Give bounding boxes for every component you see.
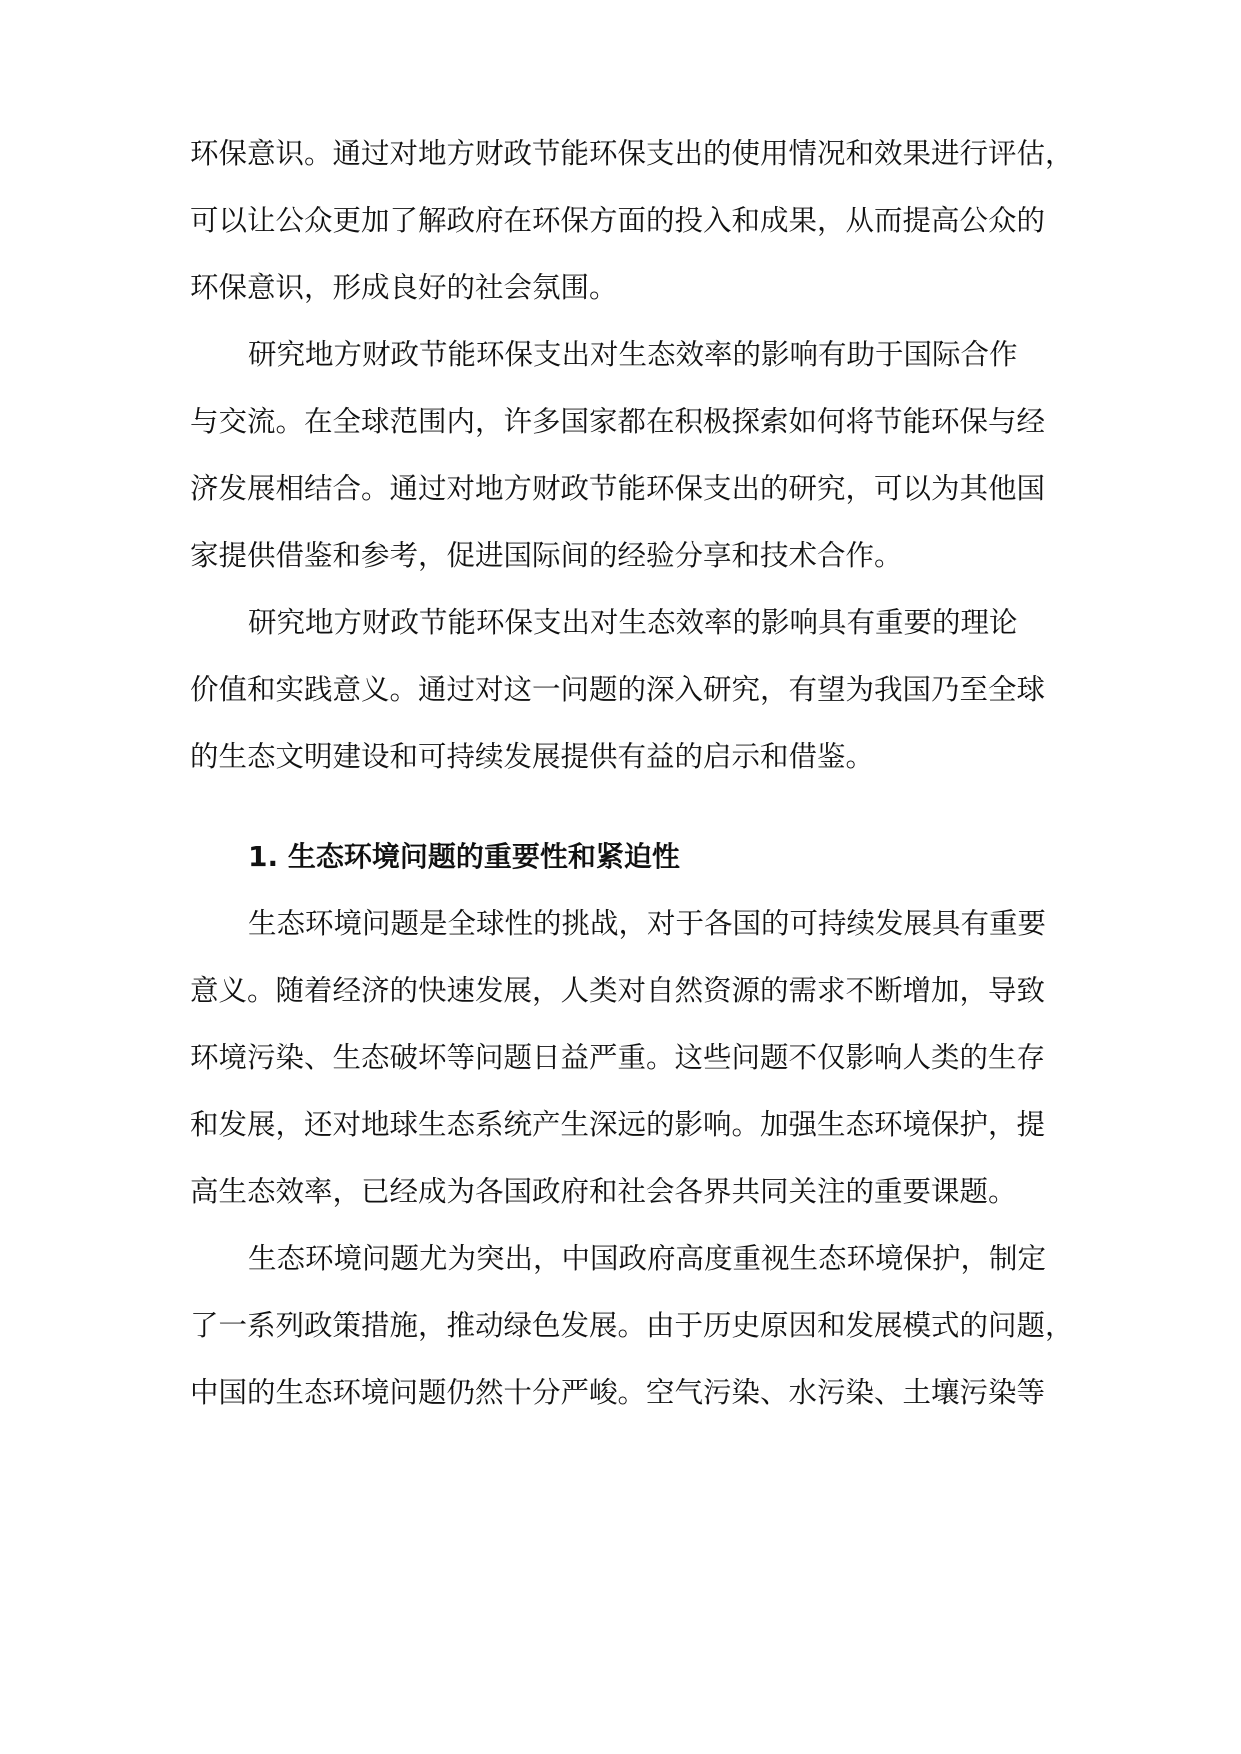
- paragraph-4-line-5: 高生态效率，已经成为各国政府和社会各界共同关注的重要课题。: [190, 1175, 1017, 1208]
- paragraph-4-line-4: 和发展，还对地球生态系统产生深远的影响。加强生态环境保护，提: [190, 1108, 1046, 1141]
- paragraph-5-line-1: 生态环境问题尤为突出，中国政府高度重视生态环境保护，制定: [248, 1242, 1047, 1275]
- paragraph-4-line-2: 意义。随着经济的快速发展，人类对自然资源的需求不断增加，导致: [190, 974, 1046, 1007]
- paragraph-2-line-4: 家提供借鉴和参考，促进国际间的经验分享和技术合作。: [190, 539, 903, 572]
- paragraph-2-line-1: 研究地方财政节能环保支出对生态效率的影响有助于国际合作: [248, 338, 1018, 371]
- paragraph-2-line-3: 济发展相结合。通过对地方财政节能环保支出的研究，可以为其他国: [190, 472, 1046, 505]
- paragraph-3-line-2: 价值和实践意义。通过对这一问题的深入研究，有望为我国乃至全球: [190, 673, 1046, 706]
- paragraph-1-line-1: 环保意识。通过对地方财政节能环保支出的使用情况和效果进行评估，: [190, 137, 1074, 170]
- paragraph-3-line-1: 研究地方财政节能环保支出对生态效率的影响具有重要的理论: [248, 606, 1018, 639]
- section-heading: 1. 生态环境问题的重要性和紧迫性: [248, 840, 680, 873]
- paragraph-1-line-3: 环保意识，形成良好的社会氛围。: [190, 271, 618, 304]
- paragraph-4-line-3: 环境污染、生态破坏等问题日益严重。这些问题不仅影响人类的生存: [190, 1041, 1046, 1074]
- paragraph-3-line-3: 的生态文明建设和可持续发展提供有益的启示和借鉴。: [190, 740, 875, 773]
- paragraph-5-line-3: 中国的生态环境问题仍然十分严峻。空气污染、水污染、土壤污染等: [190, 1376, 1046, 1409]
- paragraph-4-line-1: 生态环境问题是全球性的挑战，对于各国的可持续发展具有重要: [248, 907, 1047, 940]
- paragraph-2-line-2: 与交流。在全球范围内，许多国家都在积极探索如何将节能环保与经: [190, 405, 1046, 438]
- paragraph-1-line-2: 可以让公众更加了解政府在环保方面的投入和成果，从而提高公众的: [190, 204, 1046, 237]
- paragraph-5-line-2: 了一系列政策措施，推动绿色发展。由于历史原因和发展模式的问题，: [190, 1309, 1074, 1342]
